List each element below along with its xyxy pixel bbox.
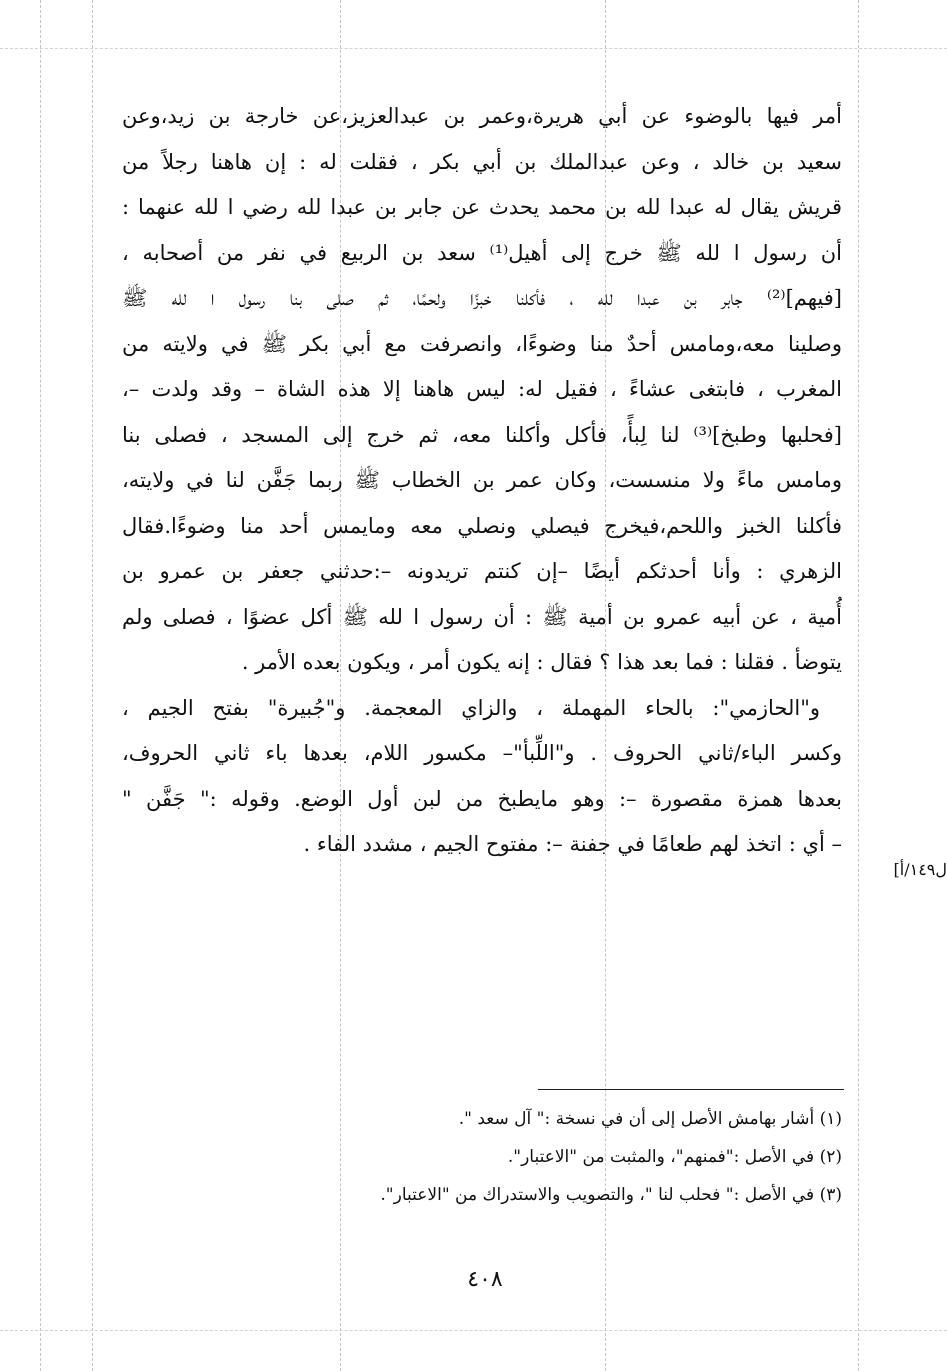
text-line: الزهري : وأنا أحدثكم أيضًا –إن كنتم تريدونه –:حدثني جعفر بن عمرو بن	[122, 559, 842, 583]
main-text	[122, 94, 842, 868]
dashed-guide-line	[0, 48, 947, 49]
text-line: قريش يقال له عبدا لله بن محمد يحدث عن جابر بن عبدا لله رضي ا لله عنهما :	[122, 195, 842, 219]
text-line: بعدها همزة مقصورة –: وهو مايطبخ من لبن أول الوضع. وقوله :" جَفَّن "	[122, 786, 842, 811]
text-line: أن رسول ا لله ﷺ خرج إلى أهيل⁽¹⁾ سعد بن الربيع في نفر من أصحابه ،	[122, 240, 842, 265]
footnote-separator	[538, 1089, 844, 1090]
text-line: يتوضأ . فقلنا : فما بعد هذا ؟ فقال : إنه يكون أمر ، ويكون بعده الأمر .	[241, 650, 842, 674]
text-line: ومامس ماءً ولا منسست، وكان عمر بن الخطاب ﷺ ربما جَفَّن لنا في ولايته،	[122, 468, 842, 492]
text-line: فأكلنا الخبز واللحم،فيخرج فيصلي ونصلي معه ومايمس أحد منا وضوءًا.فقال	[122, 513, 842, 538]
text-line: المغرب ، فابتغى عشاءً ، فقيل له: ليس هاهنا إلا هذه الشاة – وقد ولدت –،	[122, 377, 842, 401]
text-line: أُمية ، عن أبيه عمرو بن أمية ﷺ : أن رسول ا لله ﷺ أكل عضوًا ، فصلى ولم	[122, 604, 842, 629]
text-line: سعيد بن خالد ، وعن عبدالملك بن أبي بكر ، فقلت له : إن هاهنا رجلاً من	[122, 149, 842, 174]
text-line: [فيهم]⁽²⁾ جابر بن عبدا لله ، فأكلنا خبزًا ولحمًا، ثم صلى بنا رسول ا لله ﷺ	[122, 286, 842, 310]
text-line: و"الحازمي": بالحاء المهملة ، والزاي المعجمة. و"جُبيرة" بفتح الجيم ،	[122, 695, 820, 720]
text-line: – أي : اتخذ لهم طعامًا في جفنة –: مفتوح الجيم ، مشدد الفاء .	[303, 832, 842, 856]
dashed-guide-line	[40, 0, 41, 1371]
text-line: وكسر الباء/ثاني الحروف . و"اللِّبأ"– مكسور اللام، بعدها باء ثاني الحروف،	[122, 741, 842, 765]
footnote: (٣) في الأصل :" فحلب لنا "، والتصويب والاستدراك من "الاعتبار".	[380, 1185, 842, 1205]
text-line: أمر فيها بالوضوء عن أبي هريرة،وعمر بن عبدالعزيز،عن خارجة بن زيد،وعن	[122, 104, 842, 128]
dashed-guide-line	[92, 0, 93, 1371]
text-line: وصلينا معه،ومامس أحدٌ منا وضوءًا، وانصرفت مع أبي بكر ﷺ في ولايته من	[122, 331, 842, 356]
manuscript-folio-marker: ل١٤٩/أ]	[893, 860, 947, 879]
dashed-guide-line	[858, 0, 859, 1371]
dashed-guide-line	[0, 1330, 947, 1331]
text-line: [فحلبها وطبخ]⁽³⁾ لنا لِبأً، فأكل وأكلنا معه، ثم خرج إلى المسجد ، فصلى بنا	[122, 422, 842, 447]
page-number: ٤٠٨	[467, 1267, 503, 1292]
footnote: (١) أشار بهامش الأصل إلى أن في نسخة :" آل سعد ".	[458, 1109, 842, 1129]
footnotes	[240, 1100, 842, 1214]
footnote: (٢) في الأصل :"فمنهم"، والمثبت من "الاعتبار".	[507, 1147, 842, 1167]
